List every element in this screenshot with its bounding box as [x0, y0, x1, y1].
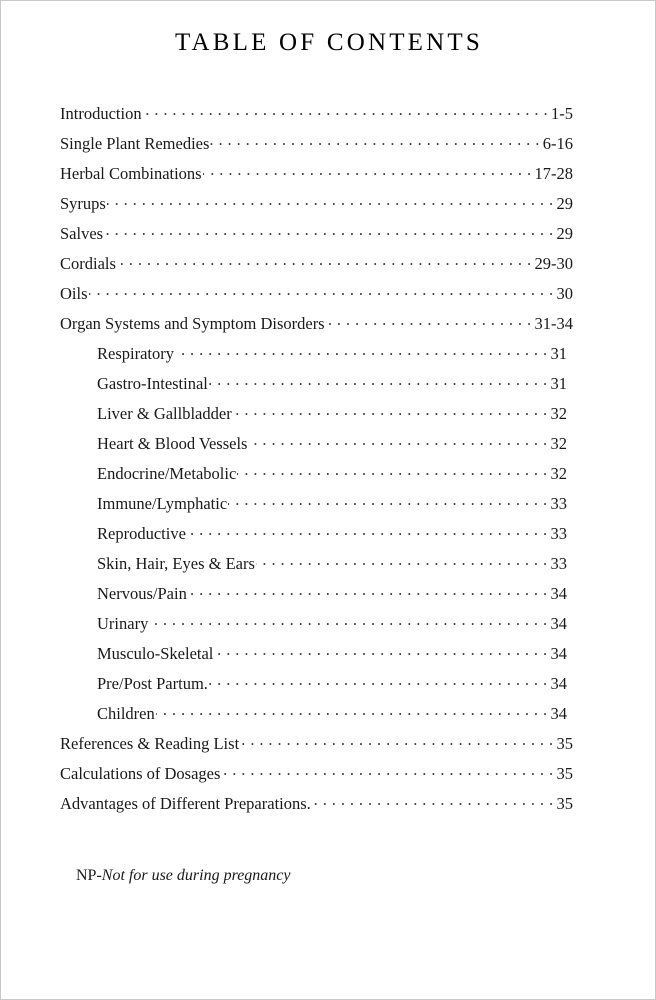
toc-entry-label: Herbal Combinations — [60, 163, 202, 183]
toc-entry[interactable] — [1, 282, 656, 312]
toc-entry-label: Nervous/Pain — [97, 583, 187, 603]
dot-leader — [175, 342, 548, 359]
toc-entry-page-number: 33 — [550, 553, 567, 573]
toc-entry-label: Musculo-Skeletal — [97, 643, 214, 663]
toc-entry-page-number: 31 — [550, 373, 567, 393]
toc-entry[interactable] — [1, 342, 656, 372]
toc-entry[interactable] — [1, 612, 656, 642]
dot-leader — [210, 132, 539, 149]
toc-entry-label: References & Reading List — [60, 733, 240, 753]
toc-entry[interactable] — [1, 792, 656, 822]
toc-entry-label: Introduction — [60, 103, 142, 123]
toc-entry-page-number: 31-34 — [534, 313, 573, 333]
toc-entry[interactable] — [1, 672, 656, 702]
dot-leader — [209, 372, 548, 389]
toc-entry-page-number: 34 — [550, 673, 567, 693]
toc-entry-page-number: 34 — [550, 613, 567, 633]
toc-entry-label: Advantages of Different Preparations. — [60, 793, 311, 813]
dot-leader — [237, 462, 547, 479]
toc-entry-label: Endocrine/Metabolic — [97, 463, 237, 483]
dot-leader — [312, 792, 554, 809]
toc-entry-page-number: 33 — [550, 523, 567, 543]
toc-entry[interactable] — [1, 552, 656, 582]
toc-entry[interactable] — [1, 402, 656, 432]
dot-leader — [228, 492, 547, 509]
toc-entry-list — [1, 102, 656, 822]
dot-leader — [233, 402, 548, 419]
toc-entry-page-number: 34 — [550, 703, 567, 723]
dot-leader — [203, 162, 532, 179]
toc-entry-label: Organ Systems and Symptom Disorders — [60, 313, 325, 333]
toc-entry[interactable] — [1, 312, 656, 342]
toc-entry[interactable] — [1, 372, 656, 402]
dot-leader — [214, 642, 547, 659]
toc-entry-label: Pre/Post Partum. — [97, 673, 208, 693]
toc-entry-page-number: 29 — [556, 193, 573, 213]
toc-entry[interactable] — [1, 642, 656, 672]
toc-entry-label: Calculations of Dosages — [60, 763, 221, 783]
toc-entry-page-number: 31 — [550, 343, 567, 363]
dot-leader — [104, 222, 553, 239]
toc-entry[interactable] — [1, 522, 656, 552]
toc-entry[interactable] — [1, 132, 656, 162]
toc-entry-page-number: 29-30 — [534, 253, 573, 273]
page-title: TABLE OF CONTENTS — [175, 29, 483, 56]
dot-leader — [89, 282, 554, 299]
dot-leader — [248, 432, 547, 449]
toc-entry-page-number: 32 — [550, 403, 567, 423]
dot-leader — [326, 312, 532, 329]
toc-entry-page-number: 6-16 — [542, 133, 573, 153]
toc-footnote — [60, 849, 291, 903]
toc-entry-page-number: 34 — [550, 643, 567, 663]
toc-entry-page-number: 1-5 — [551, 103, 573, 123]
toc-entry-page-number: 30 — [556, 283, 573, 303]
dot-leader — [143, 102, 548, 119]
toc-entry-page-number: 32 — [550, 463, 567, 483]
toc-entry-label: Children — [97, 703, 155, 723]
toc-entry-label: Salves — [60, 223, 104, 243]
toc-entry[interactable] — [1, 762, 656, 792]
dot-leader — [117, 252, 532, 269]
toc-entry[interactable] — [1, 192, 656, 222]
footnote-text: Not for use during pregnancy — [101, 867, 291, 884]
toc-entry-page-number: 35 — [556, 733, 573, 753]
toc-entry[interactable] — [1, 102, 656, 132]
toc-entry-page-number: 35 — [556, 763, 573, 783]
toc-entry-label: Reproductive — [97, 523, 186, 543]
toc-entry[interactable] — [1, 252, 656, 282]
dot-leader — [188, 582, 548, 599]
toc-entry[interactable] — [1, 432, 656, 462]
dot-leader — [156, 702, 548, 719]
toc-entry-page-number: 34 — [550, 583, 567, 603]
toc-entry-label: Liver & Gallbladder — [97, 403, 232, 423]
toc-entry-label: Respiratory — [97, 343, 174, 363]
toc-entry-page-number: 17-28 — [534, 163, 573, 183]
toc-entry-label: Gastro-Intestinal — [97, 373, 208, 393]
toc-entry[interactable] — [1, 732, 656, 762]
dot-leader — [221, 762, 553, 779]
toc-entry[interactable] — [1, 492, 656, 522]
toc-entry-page-number: 33 — [550, 493, 567, 513]
toc-entry-label: Syrups — [60, 193, 106, 213]
toc-entry-label: Heart & Blood Vessels — [97, 433, 248, 453]
toc-entry-label: Urinary — [97, 613, 149, 633]
dot-leader — [209, 672, 548, 689]
toc-entry-label: Oils — [60, 283, 88, 303]
toc-entry[interactable] — [1, 462, 656, 492]
dot-leader — [187, 522, 548, 539]
toc-entry[interactable] — [1, 702, 656, 732]
toc-entry-label: Single Plant Remedies — [60, 133, 210, 153]
dot-leader — [256, 552, 548, 569]
toc-entry[interactable] — [1, 222, 656, 252]
toc-entry-label: Cordials — [60, 253, 116, 273]
footnote-prefix: NP- — [76, 867, 102, 884]
toc-entry[interactable] — [1, 162, 656, 192]
toc-entry-label: Skin, Hair, Eyes & Ears — [97, 553, 255, 573]
toc-entry-page-number: 35 — [556, 793, 573, 813]
dot-leader — [107, 192, 554, 209]
dot-leader — [149, 612, 547, 629]
dot-leader — [240, 732, 553, 749]
toc-entry-label: Immune/Lymphatic — [97, 493, 228, 513]
toc-entry[interactable] — [1, 582, 656, 612]
toc-entry-page-number: 29 — [556, 223, 573, 243]
toc-entry-page-number: 32 — [550, 433, 567, 453]
